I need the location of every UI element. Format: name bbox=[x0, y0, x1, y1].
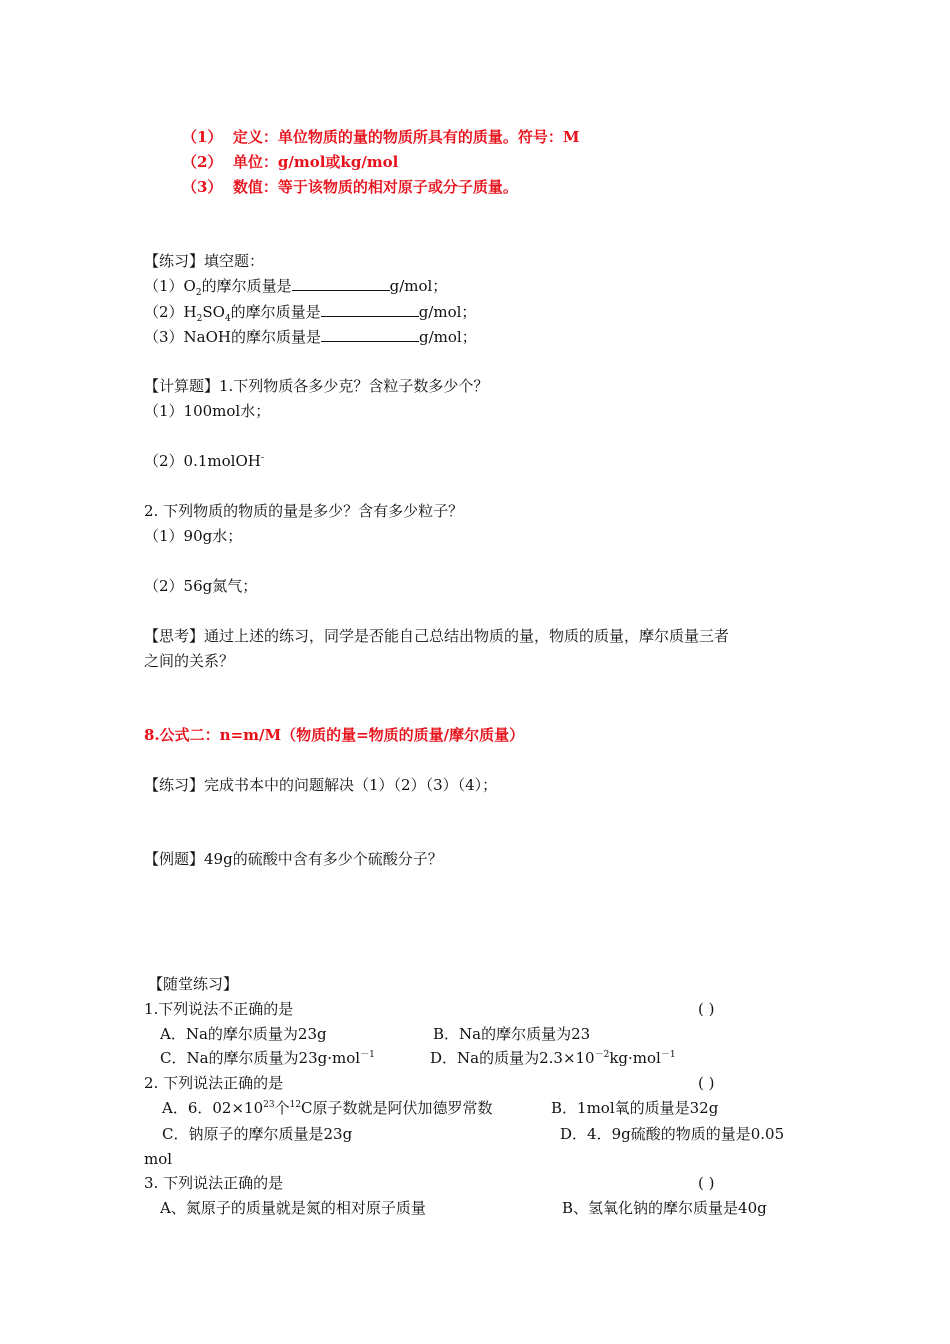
answer-paren[interactable]: ( ) bbox=[698, 1174, 715, 1192]
definition-item-2 bbox=[182, 152, 398, 172]
item-text: 单位：g/mol或kg/mol bbox=[232, 153, 399, 171]
think-line-1: 【思考】通过上述的练习，同学是否能自己总结出物质的量，物质的质量，摩尔质量三者 bbox=[144, 627, 730, 645]
answer-paren[interactable]: ( ) bbox=[698, 1000, 715, 1018]
practice-header: 【练习】填空题： bbox=[144, 252, 265, 270]
practice-question-1: $(1)O_2$的摩尔质量是 g/mol； bbox=[144, 277, 448, 298]
calc-item-4: （2）56g氮气； bbox=[144, 577, 258, 595]
quiz-option[interactable]: D．Na的质量为$2.3\times 10^{-2}kg\cdot mol^{-1}$ bbox=[430, 1049, 676, 1067]
formula-heading: 8.公式二：n=m/M（物质的量=物质的质量/摩尔质量） bbox=[144, 726, 525, 744]
item-number: （3） bbox=[182, 178, 223, 196]
practice-question-2: $(2)H_2SO_4$的摩尔质量是 g/mol； bbox=[144, 303, 477, 324]
calc-item-1: （1）100mol水； bbox=[144, 402, 271, 420]
example-question: 【例题】49g的硫酸中含有多少个硫酸分子？ bbox=[144, 850, 443, 868]
item-text: 定义：单位物质的量的物质所具有的质量。符号：M bbox=[232, 128, 580, 146]
definition-item-3 bbox=[182, 177, 518, 197]
calc-item-2: （2）0.1molOH- bbox=[144, 452, 264, 470]
quiz-option[interactable]: C．钠原子的摩尔质量是23g bbox=[162, 1125, 353, 1143]
definition-item-1 bbox=[182, 127, 580, 147]
answer-paren[interactable]: ( ) bbox=[698, 1074, 715, 1092]
practice-2: 【练习】完成书本中的问题解决（1）（2）（3）（4）； bbox=[144, 776, 498, 794]
item-text: 数值：等于该物质的相对原子或分子质量。 bbox=[232, 178, 518, 196]
quiz-option[interactable]: A．6．$02\times 10^{23}$个$^{12}$C原子数就是阿伏加德罗常数 bbox=[162, 1099, 493, 1117]
quiz-option[interactable]: C．Na的摩尔质量为23g·mol$^{-1}$ bbox=[160, 1049, 375, 1067]
quiz-header: 【随堂练习】 bbox=[148, 975, 239, 993]
quiz-question-1: 1.下列说法不正确的是 bbox=[144, 1000, 294, 1018]
quiz-option[interactable]: B．Na的摩尔质量为23 bbox=[433, 1025, 591, 1043]
quiz-option[interactable]: A．Na的摩尔质量为23g bbox=[160, 1025, 327, 1043]
answer-blank[interactable] bbox=[292, 276, 390, 291]
calc-header: 【计算题】1.下列物质各多少克？含粒子数多少个？ bbox=[144, 377, 489, 395]
think-line-2: 之间的关系？ bbox=[144, 652, 235, 670]
quiz-option[interactable]: D．4．9g硫酸的物质的量是0.05 bbox=[560, 1125, 785, 1143]
answer-blank[interactable] bbox=[321, 327, 419, 342]
practice-question-3: （3）NaOH的摩尔质量是 g/mol； bbox=[144, 328, 477, 346]
quiz-question-3: 3. 下列说法正确的是 bbox=[144, 1174, 284, 1192]
quiz-option[interactable]: B．1mol氧的质量是32g bbox=[551, 1099, 719, 1117]
item-number: （2） bbox=[182, 153, 223, 171]
item-number: （1） bbox=[182, 128, 223, 146]
quiz-option[interactable]: A、氮原子的质量就是氮的相对原子质量 bbox=[160, 1199, 426, 1217]
calc-item-3: （1）90g水； bbox=[144, 527, 243, 545]
quiz-option[interactable]: B、氢氧化钠的摩尔质量是40g bbox=[562, 1199, 767, 1217]
answer-blank[interactable] bbox=[321, 302, 419, 317]
calc-question-2: 2. 下列物质的物质的量是多少？含有多少粒子？ bbox=[144, 502, 464, 520]
quiz-question-2: 2. 下列说法正确的是 bbox=[144, 1074, 284, 1092]
quiz-option-continued: mol bbox=[144, 1150, 173, 1168]
